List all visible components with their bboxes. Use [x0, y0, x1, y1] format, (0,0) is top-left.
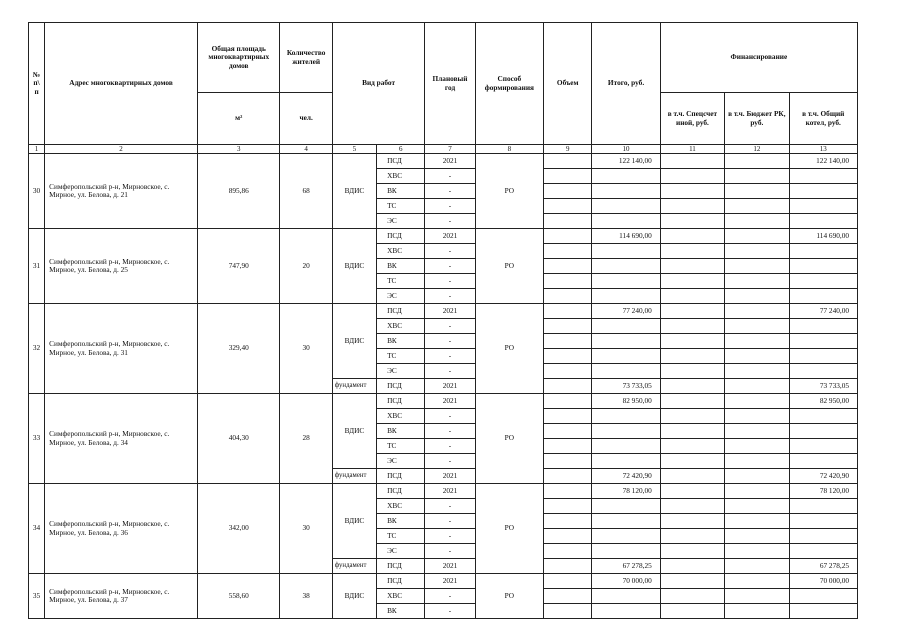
total-cell: [592, 244, 660, 259]
record-address: Симферопольский р-н, Мирновское, с. Мирное, ул. Белова, д. 37: [45, 574, 198, 619]
work-type: ВК: [377, 604, 425, 619]
special-cell: [660, 334, 724, 349]
record-number: 32: [29, 304, 45, 394]
work-type: ПСД: [377, 484, 425, 499]
record-group: ВДИС: [332, 394, 376, 469]
plan-year: -: [425, 604, 475, 619]
record-address: Симферопольский р-н, Мирновское, с. Мирное, ул. Белова, д. 36: [45, 484, 198, 574]
common-cell: 73 733,05: [789, 379, 858, 394]
total-cell: [592, 439, 660, 454]
plan-year: -: [425, 514, 475, 529]
record-residents: 68: [280, 154, 332, 229]
plan-year: -: [425, 589, 475, 604]
common-cell: 114 690,00: [789, 229, 858, 244]
plan-year: -: [425, 424, 475, 439]
work-type: ХВС: [377, 319, 425, 334]
special-cell: [660, 424, 724, 439]
budget-cell: [725, 439, 789, 454]
volume-cell: [544, 409, 592, 424]
volume-cell: [544, 544, 592, 559]
budget-cell: [725, 544, 789, 559]
work-type: ТС: [377, 529, 425, 544]
plan-year: 2021: [425, 154, 475, 169]
work-type: ВК: [377, 184, 425, 199]
volume-cell: [544, 184, 592, 199]
total-cell: [592, 199, 660, 214]
plan-year: -: [425, 259, 475, 274]
volume-cell: [544, 244, 592, 259]
volume-cell: [544, 379, 592, 394]
volume-cell: [544, 604, 592, 619]
special-cell: [660, 199, 724, 214]
plan-year: -: [425, 409, 475, 424]
budget-cell: [725, 199, 789, 214]
total-cell: [592, 424, 660, 439]
volume-cell: [544, 334, 592, 349]
special-cell: [660, 349, 724, 364]
record-group: ВДИС: [332, 154, 376, 229]
record-area: 404,30: [198, 394, 280, 484]
work-type: ЭС: [377, 289, 425, 304]
special-cell: [660, 304, 724, 319]
common-cell: [789, 289, 858, 304]
work-type: ЭС: [377, 544, 425, 559]
volume-cell: [544, 574, 592, 589]
budget-cell: [725, 304, 789, 319]
total-cell: [592, 409, 660, 424]
column-number: 1: [29, 145, 45, 154]
common-cell: [789, 319, 858, 334]
budget-cell: [725, 169, 789, 184]
work-type: ПСД: [377, 379, 425, 394]
volume-cell: [544, 424, 592, 439]
table-row: [29, 394, 858, 409]
record-residents: 30: [280, 304, 332, 394]
special-cell: [660, 454, 724, 469]
work-type: ПСД: [377, 304, 425, 319]
work-type: ПСД: [377, 469, 425, 484]
budget-cell: [725, 259, 789, 274]
record-address: Симферопольский р-н, Мирновское, с. Мирное, ул. Белова, д. 31: [45, 304, 198, 394]
total-cell: [592, 334, 660, 349]
plan-year: 2021: [425, 379, 475, 394]
volume-cell: [544, 154, 592, 169]
total-cell: [592, 169, 660, 184]
plan-year: -: [425, 274, 475, 289]
record-address: Симферопольский р-н, Мирновское, с. Мирное, ул. Белова, д. 34: [45, 394, 198, 484]
volume-cell: [544, 364, 592, 379]
formation-method: РО: [475, 304, 543, 394]
header-plan-year: Плановый год: [425, 23, 475, 145]
total-cell: [592, 289, 660, 304]
work-type: ПСД: [377, 574, 425, 589]
budget-cell: [725, 424, 789, 439]
work-type: ТС: [377, 349, 425, 364]
work-type: ПСД: [377, 154, 425, 169]
plan-year: -: [425, 199, 475, 214]
formation-method: РО: [475, 154, 543, 229]
plan-year: -: [425, 454, 475, 469]
column-number: 13: [789, 145, 858, 154]
column-number: 5: [332, 145, 376, 154]
common-cell: 78 120,00: [789, 484, 858, 499]
common-cell: 70 000,00: [789, 574, 858, 589]
total-cell: 77 240,00: [592, 304, 660, 319]
plan-year: 2021: [425, 469, 475, 484]
total-cell: [592, 184, 660, 199]
work-type: ТС: [377, 274, 425, 289]
plan-year: 2021: [425, 574, 475, 589]
special-cell: [660, 469, 724, 484]
common-cell: [789, 349, 858, 364]
common-cell: [789, 544, 858, 559]
work-type: ТС: [377, 439, 425, 454]
common-cell: 82 950,00: [789, 394, 858, 409]
common-cell: [789, 604, 858, 619]
formation-method: РО: [475, 574, 543, 619]
special-cell: [660, 394, 724, 409]
budget-cell: [725, 499, 789, 514]
special-cell: [660, 229, 724, 244]
budget-cell: [725, 529, 789, 544]
header-num: № п\ п: [29, 23, 45, 145]
plan-year: 2021: [425, 229, 475, 244]
volume-cell: [544, 484, 592, 499]
work-type: ЭС: [377, 214, 425, 229]
plan-year: 2021: [425, 559, 475, 574]
column-number: 7: [425, 145, 475, 154]
volume-cell: [544, 454, 592, 469]
column-number: 8: [475, 145, 543, 154]
table-row: [29, 304, 858, 319]
volume-cell: [544, 304, 592, 319]
record-number: 34: [29, 484, 45, 574]
record-residents: 30: [280, 484, 332, 574]
common-cell: [789, 274, 858, 289]
special-cell: [660, 604, 724, 619]
work-type: ХВС: [377, 409, 425, 424]
common-cell: [789, 184, 858, 199]
plan-year: -: [425, 169, 475, 184]
total-cell: 73 733,05: [592, 379, 660, 394]
work-type: ХВС: [377, 169, 425, 184]
record-number: 33: [29, 394, 45, 484]
record-address: Симферопольский р-н, Мирновское, с. Мирное, ул. Белова, д. 21: [45, 154, 198, 229]
special-cell: [660, 319, 724, 334]
volume-cell: [544, 589, 592, 604]
work-type: ВК: [377, 514, 425, 529]
common-cell: [789, 169, 858, 184]
special-cell: [660, 544, 724, 559]
budget-cell: [725, 484, 789, 499]
common-cell: 77 240,00: [789, 304, 858, 319]
total-cell: [592, 544, 660, 559]
volume-cell: [544, 199, 592, 214]
common-cell: 122 140,00: [789, 154, 858, 169]
foundation-label: фундамент: [332, 469, 376, 484]
budget-cell: [725, 394, 789, 409]
volume-cell: [544, 259, 592, 274]
common-cell: [789, 199, 858, 214]
total-cell: 114 690,00: [592, 229, 660, 244]
header-method: Способ формирования: [475, 23, 543, 145]
common-cell: [789, 409, 858, 424]
special-cell: [660, 484, 724, 499]
plan-year: -: [425, 319, 475, 334]
budget-cell: [725, 589, 789, 604]
total-cell: [592, 274, 660, 289]
special-cell: [660, 184, 724, 199]
formation-method: РО: [475, 229, 543, 304]
special-cell: [660, 514, 724, 529]
work-type: ХВС: [377, 244, 425, 259]
capital-repair-table: [28, 22, 858, 619]
header-financing: Финансирование: [660, 23, 857, 93]
total-cell: [592, 259, 660, 274]
record-area: 342,00: [198, 484, 280, 574]
budget-cell: [725, 274, 789, 289]
special-cell: [660, 169, 724, 184]
special-cell: [660, 589, 724, 604]
work-type: ПСД: [377, 394, 425, 409]
common-cell: [789, 364, 858, 379]
header-area: Общая площадь многоквартирных домов: [198, 23, 280, 93]
column-number: 10: [592, 145, 660, 154]
budget-cell: [725, 364, 789, 379]
plan-year: 2021: [425, 394, 475, 409]
work-type: ЭС: [377, 454, 425, 469]
special-cell: [660, 379, 724, 394]
column-number-row: [29, 145, 858, 154]
common-cell: [789, 259, 858, 274]
budget-cell: [725, 454, 789, 469]
work-type: ТС: [377, 199, 425, 214]
budget-cell: [725, 319, 789, 334]
work-type: ПСД: [377, 559, 425, 574]
work-type: ВК: [377, 259, 425, 274]
work-type: ЭС: [377, 364, 425, 379]
record-number: 30: [29, 154, 45, 229]
special-cell: [660, 499, 724, 514]
header-residents-unit: чел.: [280, 93, 332, 145]
common-cell: 67 278,25: [789, 559, 858, 574]
budget-cell: [725, 574, 789, 589]
plan-year: -: [425, 349, 475, 364]
plan-year: -: [425, 439, 475, 454]
record-area: 558,60: [198, 574, 280, 619]
special-cell: [660, 439, 724, 454]
common-cell: 72 420,90: [789, 469, 858, 484]
common-cell: [789, 589, 858, 604]
work-type: ПСД: [377, 229, 425, 244]
header-total: Итого, руб.: [592, 23, 660, 145]
common-cell: [789, 334, 858, 349]
work-type: ВК: [377, 424, 425, 439]
plan-year: 2021: [425, 304, 475, 319]
column-number: 2: [45, 145, 198, 154]
foundation-label: фундамент: [332, 559, 376, 574]
budget-cell: [725, 214, 789, 229]
plan-year: -: [425, 529, 475, 544]
volume-cell: [544, 559, 592, 574]
total-cell: [592, 604, 660, 619]
column-number: 9: [544, 145, 592, 154]
total-cell: [592, 529, 660, 544]
column-number: 4: [280, 145, 332, 154]
table-body: [29, 154, 858, 619]
plan-year: -: [425, 214, 475, 229]
plan-year: -: [425, 334, 475, 349]
header-residents: Количество жителей: [280, 23, 332, 93]
header-area-unit: м²: [198, 93, 280, 145]
special-cell: [660, 289, 724, 304]
volume-cell: [544, 349, 592, 364]
total-cell: [592, 514, 660, 529]
column-number: 3: [198, 145, 280, 154]
record-number: 31: [29, 229, 45, 304]
special-cell: [660, 214, 724, 229]
special-cell: [660, 244, 724, 259]
record-group: ВДИС: [332, 304, 376, 379]
work-type: ХВС: [377, 589, 425, 604]
budget-cell: [725, 229, 789, 244]
volume-cell: [544, 169, 592, 184]
plan-year: -: [425, 289, 475, 304]
common-cell: [789, 499, 858, 514]
formation-method: РО: [475, 394, 543, 484]
record-group: ВДИС: [332, 484, 376, 559]
volume-cell: [544, 514, 592, 529]
plan-year: -: [425, 184, 475, 199]
record-number: 35: [29, 574, 45, 619]
record-area: 329,40: [198, 304, 280, 394]
volume-cell: [544, 439, 592, 454]
volume-cell: [544, 529, 592, 544]
common-cell: [789, 244, 858, 259]
plan-year: -: [425, 244, 475, 259]
budget-cell: [725, 349, 789, 364]
table-row: [29, 154, 858, 169]
record-area: 895,86: [198, 154, 280, 229]
common-cell: [789, 424, 858, 439]
budget-cell: [725, 244, 789, 259]
column-number: 12: [725, 145, 789, 154]
column-number: 6: [377, 145, 425, 154]
formation-method: РО: [475, 484, 543, 574]
plan-year: -: [425, 499, 475, 514]
common-cell: [789, 514, 858, 529]
total-cell: 67 278,25: [592, 559, 660, 574]
total-cell: 122 140,00: [592, 154, 660, 169]
special-cell: [660, 154, 724, 169]
total-cell: [592, 364, 660, 379]
volume-cell: [544, 394, 592, 409]
header-budget: в т.ч. Бюджет РК, руб.: [725, 93, 789, 145]
volume-cell: [544, 499, 592, 514]
total-cell: [592, 214, 660, 229]
budget-cell: [725, 334, 789, 349]
special-cell: [660, 409, 724, 424]
budget-cell: [725, 469, 789, 484]
foundation-label: фундамент: [332, 379, 376, 394]
plan-year: -: [425, 544, 475, 559]
special-cell: [660, 259, 724, 274]
common-cell: [789, 214, 858, 229]
special-cell: [660, 364, 724, 379]
budget-cell: [725, 559, 789, 574]
total-cell: [592, 499, 660, 514]
volume-cell: [544, 229, 592, 244]
table-row: [29, 574, 858, 589]
common-cell: [789, 454, 858, 469]
total-cell: [592, 349, 660, 364]
volume-cell: [544, 469, 592, 484]
budget-cell: [725, 184, 789, 199]
budget-cell: [725, 514, 789, 529]
total-cell: 72 420,90: [592, 469, 660, 484]
header-address: Адрес многоквартирных домов: [45, 23, 198, 145]
total-cell: 82 950,00: [592, 394, 660, 409]
special-cell: [660, 574, 724, 589]
record-area: 747,90: [198, 229, 280, 304]
record-residents: 20: [280, 229, 332, 304]
budget-cell: [725, 379, 789, 394]
budget-cell: [725, 289, 789, 304]
total-cell: [592, 589, 660, 604]
record-address: Симферопольский р-н, Мирновское, с. Мирное, ул. Белова, д. 25: [45, 229, 198, 304]
common-cell: [789, 439, 858, 454]
budget-cell: [725, 604, 789, 619]
header-special: в т.ч. Спецсчет иной, руб.: [660, 93, 724, 145]
record-group: ВДИС: [332, 574, 376, 619]
special-cell: [660, 559, 724, 574]
volume-cell: [544, 214, 592, 229]
record-residents: 28: [280, 394, 332, 484]
budget-cell: [725, 409, 789, 424]
work-type: ХВС: [377, 499, 425, 514]
total-cell: 78 120,00: [592, 484, 660, 499]
header-volume: Объем: [544, 23, 592, 145]
budget-cell: [725, 154, 789, 169]
volume-cell: [544, 289, 592, 304]
common-cell: [789, 529, 858, 544]
record-group: ВДИС: [332, 229, 376, 304]
column-number: 11: [660, 145, 724, 154]
total-cell: 70 000,00: [592, 574, 660, 589]
plan-year: 2021: [425, 484, 475, 499]
header-common: в т.ч. Общий котел, руб.: [789, 93, 858, 145]
special-cell: [660, 274, 724, 289]
table-row: [29, 229, 858, 244]
volume-cell: [544, 274, 592, 289]
plan-year: -: [425, 364, 475, 379]
volume-cell: [544, 319, 592, 334]
table-row: [29, 484, 858, 499]
work-type: ВК: [377, 334, 425, 349]
special-cell: [660, 529, 724, 544]
record-residents: 38: [280, 574, 332, 619]
total-cell: [592, 319, 660, 334]
header-work-type: Вид работ: [332, 23, 425, 145]
total-cell: [592, 454, 660, 469]
